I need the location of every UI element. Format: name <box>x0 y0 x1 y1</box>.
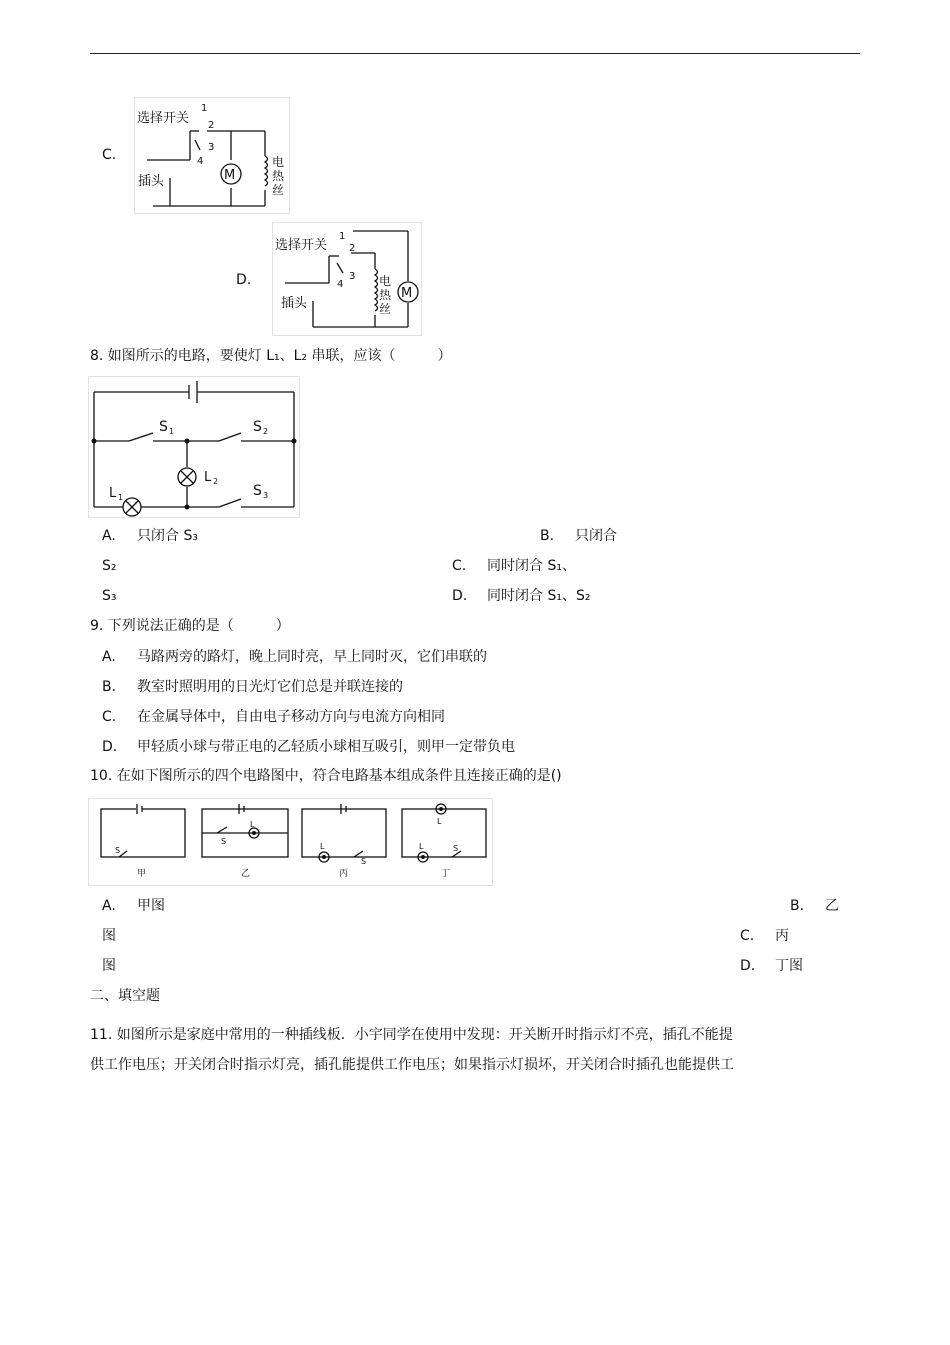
l1-sub: 1 <box>118 493 124 502</box>
s1-label: S <box>159 419 168 435</box>
motor-label: M <box>224 168 236 183</box>
q10-figure <box>88 798 493 886</box>
q8-option-d-letter: D. <box>452 588 468 604</box>
heater-label-2: 热 <box>379 288 392 302</box>
jia-s-label: S <box>115 846 121 855</box>
bing-s-label: S <box>361 857 367 866</box>
q10-option-d-text: 丁图 <box>775 958 803 974</box>
section-title: 二、填空题 <box>90 988 160 1004</box>
q8-option-b-cont: S₂ <box>102 558 117 574</box>
q8-figure <box>88 376 300 518</box>
pos-2: 2 <box>208 120 215 131</box>
q10-option-b-cont: 图 <box>102 928 116 944</box>
q10-option-b-text: 乙 <box>825 898 839 914</box>
q9-option-d-letter: D. <box>102 739 118 755</box>
ding-s-label: S <box>453 844 459 853</box>
heater-label-3: 丝 <box>379 302 392 316</box>
q9-stem: 9. 下列说法正确的是（ ） <box>90 618 290 634</box>
q10-option-a-text: 甲图 <box>137 898 165 914</box>
q8-option-c-cont: S₃ <box>102 588 117 604</box>
pos-3: 3 <box>208 142 215 153</box>
q11-line-1: 11. 如图所示是家庭中常用的一种插线板．小宇同学在使用中发现：开关断开时指示灯不亮，插孔不能提 <box>90 1027 733 1043</box>
heater-label-3: 丝 <box>272 183 285 197</box>
yi-caption: 乙 <box>241 869 251 879</box>
s3-label: S <box>253 483 262 499</box>
pos-3: 3 <box>349 271 356 282</box>
q8-stem: 8. 如图所示的电路，要使灯 L₁、L₂ 串联，应该（ ） <box>90 348 452 364</box>
q11-line-2: 供工作电压；开关闭合时指示灯亮，插孔能提供工作电压；如果指示灯损坏，开关闭合时插孔也能提供工 <box>90 1057 734 1073</box>
s1-sub: 1 <box>169 427 175 436</box>
q10-option-c-text: 丙 <box>775 928 789 944</box>
heater-label-1: 电 <box>272 155 285 169</box>
bing-caption: 丙 <box>339 869 349 879</box>
q7-figure-d <box>272 222 422 336</box>
q10-option-c-letter: C. <box>740 928 755 944</box>
ding-caption: 丁 <box>441 869 451 879</box>
ding-l2-label: L <box>419 842 424 851</box>
pos-1: 1 <box>201 103 208 114</box>
q8-option-b-text: 只闭合 <box>575 528 617 544</box>
l1-label: L <box>109 486 117 501</box>
q8-option-a-text: 只闭合 S₃ <box>137 528 198 544</box>
switch-label: 选择开关 <box>137 111 190 126</box>
plug-label: 插头 <box>281 296 308 311</box>
pos-2: 2 <box>349 243 356 254</box>
heater-label-2: 热 <box>272 169 285 183</box>
q9-option-c-letter: C. <box>102 709 117 725</box>
bing-l-label: L <box>320 842 325 851</box>
q9-option-b-letter: B. <box>102 679 117 695</box>
q8-option-d-text: 同时闭合 S₁、S₂ <box>487 588 591 604</box>
q10-option-c-cont: 图 <box>102 958 116 974</box>
s2-label: S <box>253 419 262 435</box>
q9-option-a-text: 马路两旁的路灯，晚上同时亮，早上同时灭，它们串联的 <box>137 649 487 665</box>
switch-label: 选择开关 <box>275 238 328 253</box>
ding-l1-label: L <box>437 817 442 826</box>
yi-l-label: L <box>250 820 255 829</box>
q10-option-b-letter: B. <box>790 898 805 914</box>
q7-option-d-letter: D. <box>236 272 252 288</box>
q10-stem: 10. 在如下图所示的四个电路图中，符合电路基本组成条件且连接正确的是() <box>90 768 562 784</box>
plug-label: 插头 <box>138 174 165 189</box>
jia-caption: 甲 <box>137 869 147 879</box>
heater-label-1: 电 <box>379 274 392 288</box>
yi-s-label: S <box>221 837 227 846</box>
q9-option-b-text: 教室时照明用的日光灯它们总是并联连接的 <box>137 679 403 695</box>
q7-figure-c <box>134 97 290 214</box>
l2-sub: 2 <box>213 477 219 486</box>
header-rule <box>90 53 860 54</box>
q8-option-c-letter: C. <box>452 558 467 574</box>
q10-option-d-letter: D. <box>740 958 756 974</box>
q7-option-c-letter: C. <box>102 147 117 163</box>
q9-option-c-text: 在金属导体中，自由电子移动方向与电流方向相同 <box>137 709 445 725</box>
motor-label: M <box>401 286 413 301</box>
q9-option-a-letter: A. <box>102 649 116 665</box>
pos-4: 4 <box>197 156 204 167</box>
s2-sub: 2 <box>263 427 269 436</box>
q8-option-c-text: 同时闭合 S₁、 <box>487 558 576 574</box>
q8-option-a-letter: A. <box>102 528 116 544</box>
q8-option-b-letter: B. <box>540 528 555 544</box>
q9-option-d-text: 甲轻质小球与带正电的乙轻质小球相互吸引，则甲一定带负电 <box>137 739 515 755</box>
q10-option-a-letter: A. <box>102 898 116 914</box>
pos-1: 1 <box>339 231 346 242</box>
pos-4: 4 <box>337 279 344 290</box>
s3-sub: 3 <box>263 491 269 500</box>
l2-label: L <box>204 470 212 485</box>
